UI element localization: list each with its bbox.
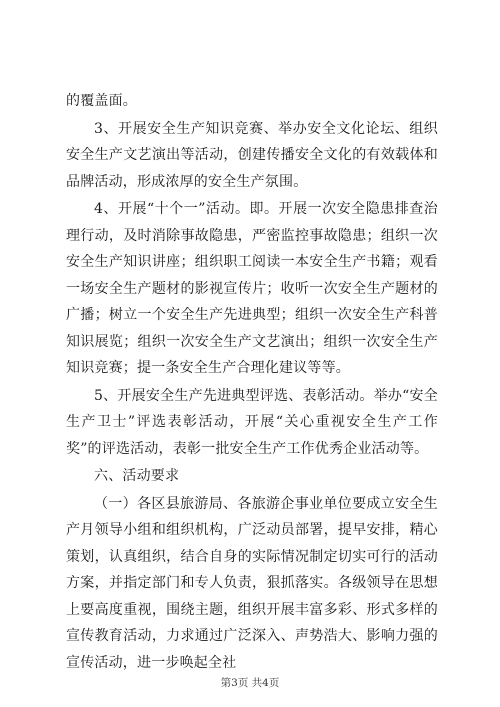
paragraph-requirement-1: （一）各区县旅游局、各旅游企事业单位要成立安全生产月领导小组和组织机构，广泛动员部署，提早安排，精心策划，认真组织，结合自身的实际情况制定切实可行的活动方案，并指定部门和专人负责，狠抓落实。各级领导在思想上要高度重视，围绕主题，组织开展丰富多彩、形式多样的宣传教育活动，力求通过广泛深入、声势浩大、影响力强的宣传活动，进一步唤起全社 <box>66 495 438 671</box>
paragraph-item-5: 5、开展安全生产先进典型评选、表彰活动。举办“安全生产卫士”评选表彰活动，开展“关心重视安全生产工作奖”的评选活动，表彰一批安全生产工作优秀企业活动等。 <box>66 387 438 457</box>
section-heading-activity-requirements: 六、活动要求 <box>94 468 180 484</box>
document-body <box>66 88 438 677</box>
paragraph-item-3: 3、开展安全生产知识竞赛、举办安全文化论坛、组织安全生产文艺演出等活动，创建传播安全文化的有效载体和品牌活动，形成浓厚的安全生产氛围。 <box>66 120 438 190</box>
page-number-footer: 第3页 共4页 <box>220 677 280 689</box>
paragraph-continuation: 的覆盖面。 <box>66 93 137 109</box>
paragraph-item-4: 4、开展“十个一”活动。即。开展一次安全隐患排查治理行动，及时消除事故隐患，严密监控事故隐患；组织一次安全生产知识讲座；组织职工阅读一本安全生产书籍；观看一场安全生产题材的影视宣传片；收听一次安全生产题材的广播；树立一个安全生产先进典型；组织一次安全生产科普知识展览；组织一次安全生产文艺演出；组织一次安全生产知识竞赛；提一条安全生产合理化建议等等。 <box>66 201 438 376</box>
